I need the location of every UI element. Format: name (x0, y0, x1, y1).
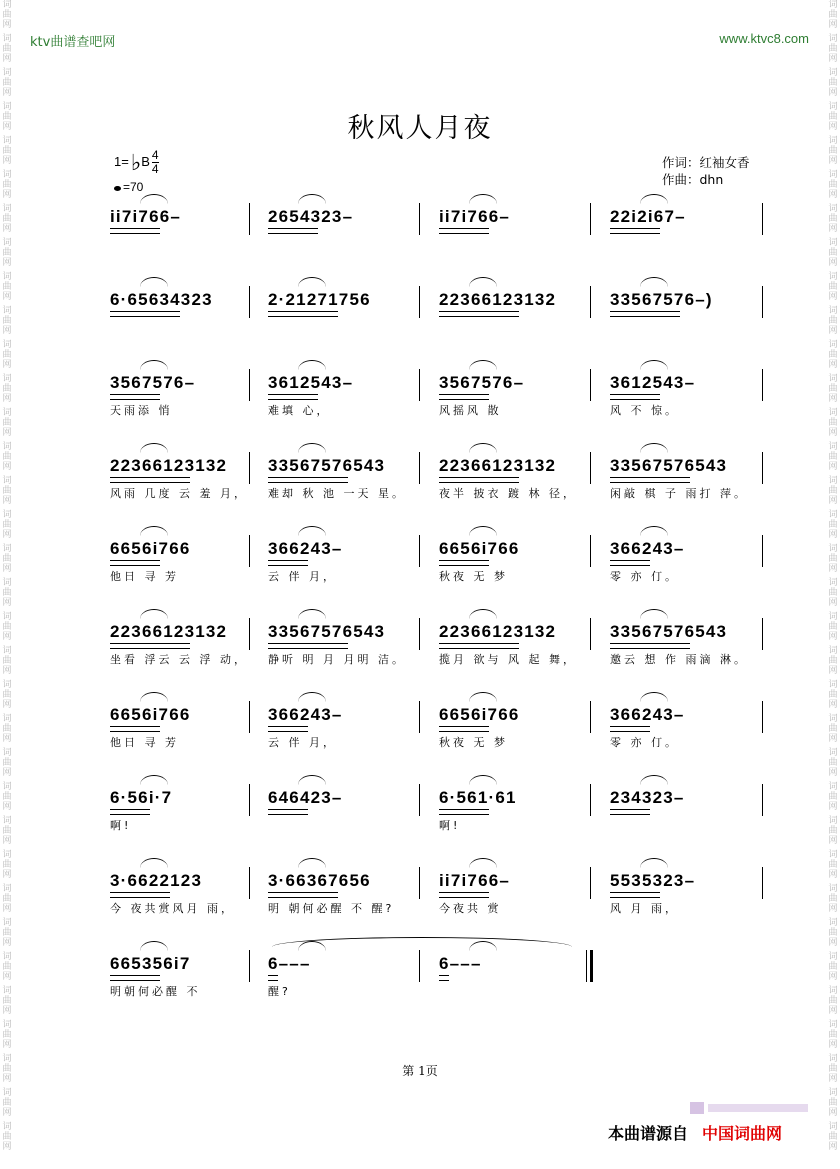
measure: 22366123132 (110, 622, 228, 641)
bar-line (249, 286, 250, 318)
measure: 22366123132 (110, 456, 228, 475)
watermark-text: 词曲网 (828, 1088, 838, 1118)
lyric-line: 今 夜共赏风月 雨， (110, 902, 235, 915)
measure: 3567576– (439, 373, 525, 392)
watermark-text: 词曲网 (828, 782, 838, 812)
watermark-text: 词曲网 (828, 952, 838, 982)
lyric-line: 风 月 雨， (610, 902, 679, 915)
watermark-text: 词曲网 (2, 714, 12, 744)
beam-underline (610, 643, 690, 649)
beam-underline (439, 477, 519, 483)
watermark-text: 词曲网 (828, 1122, 838, 1152)
watermark-text: 词曲网 (828, 136, 838, 166)
lyric-line: 明朝何必醒 不 (110, 985, 201, 998)
bar-line (590, 784, 591, 816)
measure: ii7i766– (439, 207, 511, 226)
watermark-text: 词曲网 (2, 102, 12, 132)
watermark-text: 词曲网 (2, 1088, 12, 1118)
watermark-text: 词曲网 (828, 884, 838, 914)
watermark-text: 词曲网 (2, 408, 12, 438)
watermark-text: 词曲网 (2, 816, 12, 846)
watermark-text: 词曲网 (828, 578, 838, 608)
bar-line (419, 203, 420, 235)
slur-mark (298, 194, 326, 204)
measure: 6––– (268, 954, 311, 973)
bar-line (590, 203, 591, 235)
lyric-line: 揽月 欲与 风 起 舞， (439, 653, 577, 666)
watermark-text: 词曲网 (828, 340, 838, 370)
measure: 646423– (268, 788, 343, 807)
bar-line (249, 618, 250, 650)
beam-underline (610, 228, 660, 234)
watermark-text: 词曲网 (828, 748, 838, 778)
watermark-text: 词曲网 (828, 816, 838, 846)
watermark-text: 词曲网 (828, 34, 838, 64)
bar-line (419, 369, 420, 401)
bar-line (590, 452, 591, 484)
lyric-line: 秋夜 无 梦 (439, 570, 508, 583)
tempo-value: =70 (123, 180, 144, 194)
beam-underline (110, 228, 160, 234)
bar-line (762, 203, 763, 235)
bar-line (419, 452, 420, 484)
bar-line (762, 286, 763, 318)
bar-line (762, 535, 763, 567)
beam-underline (268, 809, 308, 815)
key-note: B (141, 154, 150, 169)
bar-line (249, 535, 250, 567)
source-label: 本曲谱源自 (608, 1124, 689, 1143)
watermark-text: 词曲网 (2, 476, 12, 506)
watermark-text: 词曲网 (2, 578, 12, 608)
beam-underline (268, 228, 318, 234)
beam-underline (610, 560, 650, 566)
watermark-text: 词曲网 (828, 272, 838, 302)
measure: 6·561·61 (439, 788, 517, 807)
watermark-text: 词曲网 (828, 374, 838, 404)
measure: 33567576–) (610, 290, 713, 309)
slur-mark (469, 194, 497, 204)
watermark-text: 词曲网 (2, 374, 12, 404)
watermark-text: 词曲网 (2, 272, 12, 302)
beam-underline (268, 560, 308, 566)
lyric-line: 零 亦 仃。 (610, 570, 679, 583)
measure: ii7i766– (439, 871, 511, 890)
watermark-text: 词曲网 (828, 204, 838, 234)
beam-underline (439, 394, 489, 400)
beam-underline (268, 477, 348, 483)
watermark-text: 词曲网 (828, 306, 838, 336)
measure: 33567576543 (610, 456, 728, 475)
bar-line (590, 535, 591, 567)
beam-underline (439, 228, 489, 234)
beam-underline (268, 394, 318, 400)
header-site-url[interactable]: www.ktvc8.com (719, 31, 809, 46)
lyric-line: 秋夜 无 梦 (439, 736, 508, 749)
time-numerator: 4 (151, 148, 159, 163)
bar-line (590, 867, 591, 899)
slur-mark (640, 194, 668, 204)
lyricist-credit: 作词：红袖女香 (662, 155, 750, 170)
bar-line (762, 867, 763, 899)
watermark-text: 词曲网 (2, 340, 12, 370)
lyric-line: 天雨添 悄 (110, 404, 173, 417)
watermark-text: 词曲网 (2, 680, 12, 710)
watermark-text: 词曲网 (828, 170, 838, 200)
lyric-line: 云 伴 月， (268, 570, 337, 583)
bar-line (249, 369, 250, 401)
score-row (0, 290, 840, 369)
source-credit (608, 1121, 782, 1144)
bar-line (590, 286, 591, 318)
lyric-line: 他日 寻 芳 (110, 570, 179, 583)
measure: 6656i766 (110, 539, 191, 558)
watermark-text: 词曲网 (828, 510, 838, 540)
lyric-line: 今夜共 赏 (439, 902, 502, 915)
key-prefix: 1= (114, 154, 129, 169)
watermark-text: 词曲网 (828, 918, 838, 948)
watermark-text: 词曲网 (2, 136, 12, 166)
beam-underline (610, 394, 660, 400)
measure: 234323– (610, 788, 685, 807)
flat-icon: ♭ (130, 150, 142, 175)
watermark-text: 词曲网 (2, 782, 12, 812)
watermark-text: 词曲网 (2, 850, 12, 880)
bar-line (249, 701, 250, 733)
lyric-line: 静听 明 月 月明 洁。 (268, 653, 406, 666)
measure: 33567576543 (268, 456, 386, 475)
lyric-line: 云 伴 月， (268, 736, 337, 749)
beam-underline (439, 726, 489, 732)
bar-line (762, 452, 763, 484)
measure: 22366123132 (439, 456, 557, 475)
lyric-line: 风 不 惊。 (610, 404, 679, 417)
song-title: 秋风人月夜 (347, 113, 493, 144)
measure: 2·21271756 (268, 290, 371, 309)
watermark-text: 词曲网 (828, 1054, 838, 1084)
beam-underline (110, 726, 160, 732)
beam-underline (439, 643, 519, 649)
beam-underline (110, 394, 160, 400)
watermark-text: 词曲网 (828, 612, 838, 642)
measure: 3612543– (610, 373, 696, 392)
logo-graphic (690, 1100, 810, 1116)
measure: 3·66367656 (268, 871, 371, 890)
watermark-text: 词曲网 (2, 204, 12, 234)
watermark-text: 词曲网 (2, 1020, 12, 1050)
bar-line (249, 203, 250, 235)
measure: 22366123132 (439, 290, 557, 309)
lyric-line: 零 亦 仃。 (610, 736, 679, 749)
watermark-text: 词曲网 (828, 646, 838, 676)
beam-underline (268, 311, 338, 317)
watermark-text: 词曲网 (2, 612, 12, 642)
source-site-link[interactable]: 中国词曲网 (702, 1124, 783, 1143)
watermark-text: 词曲网 (2, 1054, 12, 1084)
bar-line (249, 784, 250, 816)
watermark-text: 词曲网 (2, 544, 12, 574)
bar-line (762, 618, 763, 650)
beam-underline (110, 560, 160, 566)
beam-underline (439, 975, 449, 981)
lyric-line: 夜半 披衣 踱 林 径， (439, 487, 577, 500)
beam-underline (610, 477, 690, 483)
bar-line (419, 618, 420, 650)
watermark-text: 词曲网 (2, 306, 12, 336)
watermark-text: 词曲网 (828, 238, 838, 268)
watermark-text: 词曲网 (2, 510, 12, 540)
beam-underline (110, 809, 150, 815)
bar-line (249, 867, 250, 899)
lyric-line: 难填 心， (268, 404, 331, 417)
score-row (0, 788, 840, 867)
watermark-text: 词曲网 (828, 544, 838, 574)
measure: ii7i766– (110, 207, 182, 226)
watermark-text: 词曲网 (2, 918, 12, 948)
lyric-line: 坐看 浮云 云 浮 动， (110, 653, 248, 666)
watermark-text: 词曲网 (2, 34, 12, 64)
lyric-line: 邀云 想 作 雨滴 淋。 (610, 653, 748, 666)
time-denominator: 4 (151, 162, 159, 177)
beam-underline (610, 809, 650, 815)
bar-line (590, 701, 591, 733)
lyric-line: 醒? (268, 985, 291, 998)
bar-line (419, 286, 420, 318)
measure: 6––– (439, 954, 482, 973)
measure: 366243– (268, 539, 343, 558)
watermark-text: 词曲网 (2, 748, 12, 778)
measure: 3567576– (110, 373, 196, 392)
measure: 5535323– (610, 871, 696, 890)
final-bar-line (586, 950, 587, 982)
lyric-line: 风雨 几度 云 羞 月， (110, 487, 248, 500)
watermark-text: 词曲网 (2, 986, 12, 1016)
score-row (0, 954, 840, 1033)
watermark-text: 词曲网 (828, 68, 838, 98)
page-number: 第 1页 (402, 1064, 438, 1078)
measure: 3612543– (268, 373, 354, 392)
beam-underline (610, 892, 660, 898)
bar-line (249, 452, 250, 484)
measure: 665356i7 (110, 954, 191, 973)
bar-line (249, 950, 250, 982)
lyric-line: 啊! (110, 819, 132, 832)
measure: 366243– (610, 539, 685, 558)
watermark-text: 词曲网 (828, 680, 838, 710)
score-row (0, 373, 840, 452)
score-row (0, 207, 840, 286)
watermark-text: 词曲网 (2, 1122, 12, 1152)
watermark-text: 词曲网 (2, 442, 12, 472)
lyric-line: 风摇风 散 (439, 404, 502, 417)
bar-line (419, 784, 420, 816)
bar-line (762, 784, 763, 816)
measure: 22366123132 (439, 622, 557, 641)
beam-underline (610, 726, 650, 732)
beam-underline (610, 311, 680, 317)
score-row (0, 705, 840, 784)
measure: 22i2i67– (610, 207, 686, 226)
beam-underline (110, 643, 190, 649)
watermark-text: 词曲网 (828, 986, 838, 1016)
measure: 366243– (610, 705, 685, 724)
watermark-text: 词曲网 (2, 0, 12, 30)
bar-line (762, 701, 763, 733)
lyric-line: 明 朝何必醒 不 醒? (268, 902, 395, 915)
bar-line (590, 950, 593, 982)
watermark-text: 词曲网 (2, 952, 12, 982)
bar-line (762, 369, 763, 401)
watermark-text: 词曲网 (828, 714, 838, 744)
watermark-text: 词曲网 (2, 238, 12, 268)
beam-underline (439, 809, 489, 815)
header-site-name[interactable]: ktv曲谱查吧网 (30, 35, 116, 50)
watermark-text: 词曲网 (828, 102, 838, 132)
beam-underline (439, 560, 489, 566)
measure: 33567576543 (268, 622, 386, 641)
bar-line (590, 618, 591, 650)
beam-underline (110, 892, 170, 898)
measure: 6656i766 (439, 539, 520, 558)
measure: 2654323– (268, 207, 354, 226)
beam-underline (439, 311, 519, 317)
site-logo (690, 1100, 810, 1116)
measure: 6656i766 (110, 705, 191, 724)
watermark-text: 词曲网 (828, 1020, 838, 1050)
lyric-line: 他日 寻 芳 (110, 736, 179, 749)
watermark-text: 词曲网 (828, 850, 838, 880)
lyric-line: 啊! (439, 819, 461, 832)
watermark-text: 词曲网 (2, 68, 12, 98)
beam-underline (110, 477, 190, 483)
beam-underline (110, 975, 160, 981)
measure: 3·6622123 (110, 871, 203, 890)
measure: 6656i766 (439, 705, 520, 724)
measure: 6·56i·7 (110, 788, 173, 807)
beam-underline (439, 892, 489, 898)
watermark-text: 词曲网 (2, 646, 12, 676)
lyric-line: 闲敲 棋 子 雨打 萍。 (610, 487, 748, 500)
slur-mark (140, 194, 168, 204)
measure: 33567576543 (610, 622, 728, 641)
beam-underline (268, 726, 308, 732)
watermark-text: 词曲网 (2, 884, 12, 914)
beam-underline (268, 643, 348, 649)
watermark-text: 词曲网 (828, 476, 838, 506)
bar-line (590, 369, 591, 401)
composer-credit: 作曲：dhn (662, 172, 724, 187)
bar-line (419, 535, 420, 567)
watermark-text: 词曲网 (828, 442, 838, 472)
beam-underline (268, 892, 338, 898)
lyric-line: 难却 秋 池 一天 星。 (268, 487, 406, 500)
measure: 6·65634323 (110, 290, 213, 309)
watermark-text: 词曲网 (828, 0, 838, 30)
bar-line (419, 950, 420, 982)
beam-underline (110, 311, 180, 317)
bar-line (419, 867, 420, 899)
watermark-text: 词曲网 (828, 408, 838, 438)
bar-line (419, 701, 420, 733)
score-row (0, 539, 840, 618)
beam-underline (268, 975, 278, 981)
measure: 366243– (268, 705, 343, 724)
watermark-text: 词曲网 (2, 170, 12, 200)
